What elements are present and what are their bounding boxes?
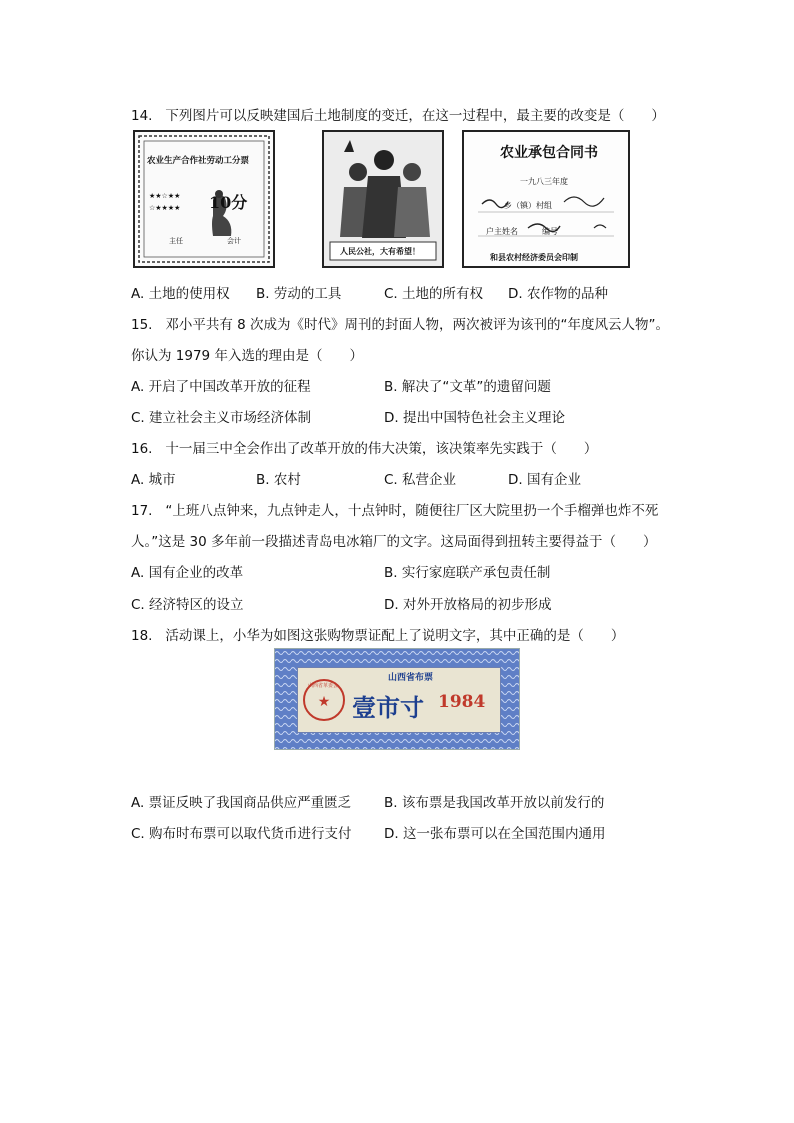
ticket-year: 1984 bbox=[438, 692, 486, 712]
ticket-center-panel bbox=[297, 667, 501, 733]
q14-number: 14. bbox=[131, 108, 153, 124]
q17-option-d[interactable]: D. 对外开放格局的初步形成 bbox=[384, 597, 552, 613]
q14-figure-commune-poster bbox=[322, 130, 444, 268]
q14-option-c[interactable]: C. 土地的所有权 bbox=[384, 286, 484, 302]
q18-option-c[interactable]: C. 购布时布票可以取代货币进行支付 bbox=[131, 826, 352, 842]
workpoint-footer-right: 会计 bbox=[227, 237, 241, 245]
q16-option-c[interactable]: C. 私营企业 bbox=[384, 472, 457, 488]
workpoint-footer-left: 主任 bbox=[169, 237, 183, 245]
q15-text-line1: 邓小平共有 8 次成为《时代》周刊的封面人物，两次被评为该刊的“年度风云人物”。 bbox=[165, 317, 670, 333]
q16-number: 16. bbox=[131, 441, 153, 457]
q18-option-a[interactable]: A. 票证反映了我国商品供应严重匮乏 bbox=[131, 795, 352, 811]
commune-poster-caption: 人民公社，大有希望！ bbox=[340, 246, 420, 256]
q17-text-line2: 人。”这是 30 多年前一段描述青岛电冰箱厂的文字。这局面得到扭转主要得益于（ ） bbox=[131, 534, 657, 550]
q16-option-a[interactable]: A. 城市 bbox=[131, 472, 176, 488]
q14-option-b[interactable]: B. 劳动的工具 bbox=[256, 286, 342, 302]
q14-figure-contract bbox=[462, 130, 630, 268]
q14-figure-workpoint-ticket bbox=[133, 130, 275, 268]
q14-text: 下列图片可以反映建国后土地制度的变迁，在这一过程中，最主要的改变是（ ） bbox=[165, 108, 665, 124]
svg-text:★: ★ bbox=[317, 694, 331, 710]
q18-text: 活动课上，小华为如图这张购物票证配上了说明文字，其中正确的是（ ） bbox=[165, 628, 625, 644]
q15-option-d[interactable]: D. 提出中国特色社会主义理论 bbox=[384, 410, 565, 426]
contract-title: 农业承包合同书 bbox=[500, 145, 598, 161]
q16-text: 十一届三中全会作出了改革开放的伟大决策，该决策率先实践于（ ） bbox=[165, 441, 598, 457]
q17-option-a[interactable]: A. 国有企业的改革 bbox=[131, 565, 244, 581]
q18-cloth-ticket bbox=[274, 648, 520, 750]
q18-number: 18. bbox=[131, 628, 153, 644]
q17-option-c[interactable]: C. 经济特区的设立 bbox=[131, 597, 244, 613]
q17-option-b[interactable]: B. 实行家庭联产承包责任制 bbox=[384, 565, 551, 581]
contract-footer: 和县农村经济委员会印制 bbox=[490, 252, 578, 262]
q17-stem bbox=[131, 499, 658, 519]
q16-option-d[interactable]: D. 国有企业 bbox=[508, 472, 581, 488]
ticket-seal-text: 山西省革委会 bbox=[308, 683, 339, 689]
q17-text-line1: “上班八点钟来，九点钟走人，十点钟时，随便往厂区大院里扔一个手榴弹也炸不死 bbox=[165, 503, 659, 519]
workpoint-stars-row1: ★★☆★★ bbox=[149, 192, 181, 200]
q18-option-b[interactable]: B. 该布票是我国改革开放以前发行的 bbox=[384, 795, 605, 811]
q16-stem bbox=[131, 437, 597, 457]
q14-option-a[interactable]: A. 土地的使用权 bbox=[131, 286, 230, 302]
q15-option-c[interactable]: C. 建立社会主义市场经济体制 bbox=[131, 410, 312, 426]
q15-option-b[interactable]: B. 解决了“文革”的遗留问题 bbox=[384, 379, 551, 395]
ticket-value: 壹市寸 bbox=[352, 693, 424, 722]
q18-option-d[interactable]: D. 这一张布票可以在全国范围内通用 bbox=[384, 826, 606, 842]
q15-text-line2: 你认为 1979 年入选的理由是（ ） bbox=[131, 348, 363, 364]
q16-option-b[interactable]: B. 农村 bbox=[256, 472, 301, 488]
contract-line1: 乡（镇）村组 bbox=[504, 201, 552, 210]
ticket-header: 山西省布票 bbox=[388, 673, 434, 683]
workpoint-stars-row2: ☆★★★★ bbox=[149, 204, 181, 212]
q15-number: 15. bbox=[131, 317, 153, 333]
q15-stem bbox=[131, 313, 669, 333]
workpoint-value: 10分 bbox=[209, 193, 248, 212]
contract-line2: 户主姓名 编号 bbox=[486, 227, 558, 236]
q18-stem bbox=[131, 624, 624, 644]
contract-year: 一九八三年度 bbox=[520, 177, 568, 186]
q14-option-d[interactable]: D. 农作物的品种 bbox=[508, 286, 608, 302]
q17-number: 17. bbox=[131, 503, 153, 519]
q15-option-a[interactable]: A. 开启了中国改革开放的征程 bbox=[131, 379, 311, 395]
q14-stem bbox=[131, 104, 665, 124]
workpoint-title: 农业生产合作社劳动工分票 bbox=[147, 156, 250, 166]
